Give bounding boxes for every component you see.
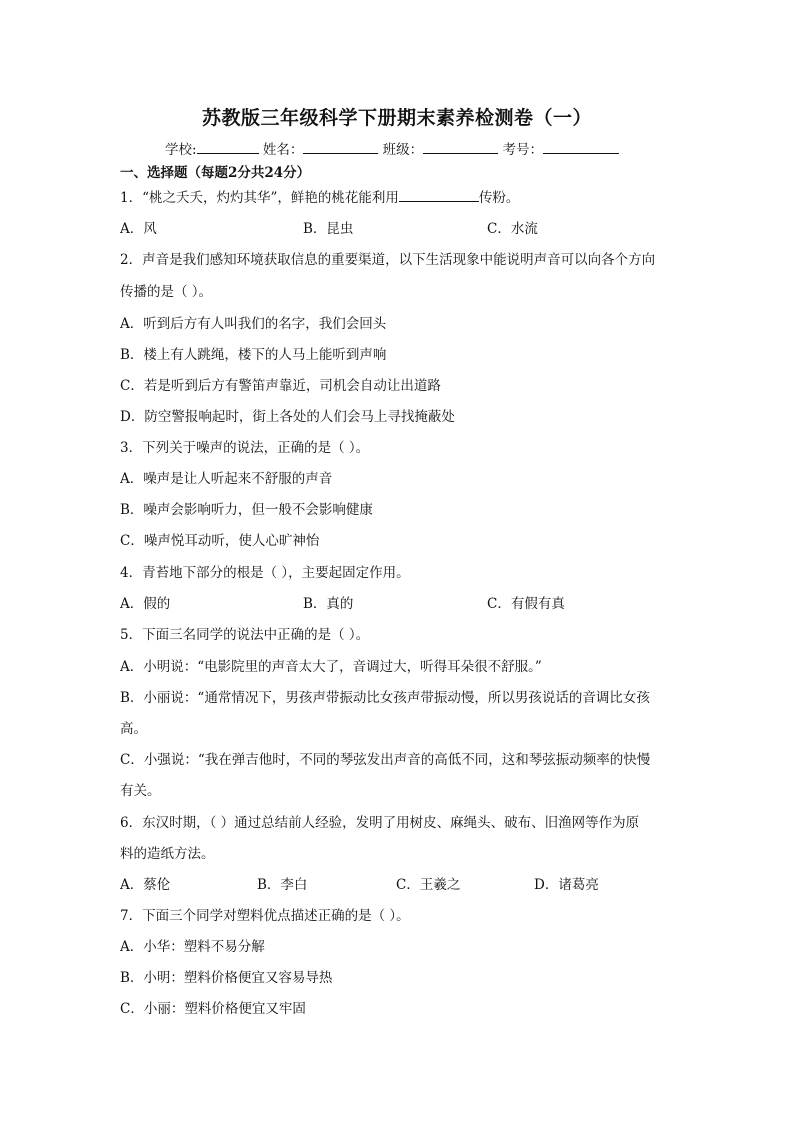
question-3: 3．下列关于噪声的说法，正确的是（ ）。 [120, 440, 370, 456]
q5-option-b-line-1[interactable]: B．小丽说：“通常情况下，男孩声带振动比女孩声带振动慢，所以男孩说话的音调比女孩 [120, 690, 650, 706]
number-blank[interactable] [543, 140, 619, 154]
school-blank[interactable] [197, 140, 259, 154]
page-title: 苏教版三年级科学下册期末素养检测卷（一） [201, 107, 592, 129]
q5-option-c-line-1[interactable]: C．小强说：“我在弹吉他时，不同的琴弦发出声音的高低不同，这和琴弦振动频率的快慢 [120, 752, 651, 768]
question-6-line-1: 6．东汉时期，（ ）通过总结前人经验，发明了用树皮、麻绳头、破布、旧渔网等作为原 [120, 815, 640, 831]
question-2-line-2: 传播的是（ ）。 [120, 284, 213, 300]
q2-option-d[interactable]: D．防空警报响起时，街上各处的人们会马上寻找掩蔽处 [120, 409, 455, 425]
question-1-text: 1．“桃之夭夭，灼灼其华”，鲜艳的桃花能利用 [120, 190, 399, 206]
question-5: 5．下面三名同学的说法中正确的是（ ）。 [120, 627, 370, 643]
name-blank[interactable] [303, 140, 378, 154]
class-label: 班级： [382, 142, 424, 158]
question-2-line-1: 2．声音是我们感知环境获取信息的重要渠道，以下生活现象中能说明声音可以向各个方向 [120, 252, 656, 268]
q1-option-a[interactable]: A．风 [120, 221, 157, 237]
q4-option-a[interactable]: A．假的 [120, 596, 171, 612]
q1-option-b[interactable]: B．昆虫 [303, 221, 354, 237]
q6-option-b[interactable]: B．李白 [257, 877, 308, 893]
school-label: 学校: [165, 142, 197, 158]
number-label: 考号： [502, 142, 543, 158]
q7-option-c[interactable]: C．小丽：塑料价格便宜又牢固 [120, 1001, 306, 1017]
question-1-blank[interactable] [399, 189, 479, 202]
name-label: 姓名： [262, 142, 304, 158]
q4-option-b[interactable]: B．真的 [303, 596, 354, 612]
q1-option-c[interactable]: C．水流 [487, 221, 538, 237]
q6-option-c[interactable]: C．王羲之 [396, 877, 461, 893]
q5-option-c-line-2[interactable]: 有关。 [120, 783, 161, 799]
class-blank[interactable] [423, 140, 498, 154]
q3-option-c[interactable]: C．噪声悦耳动听，使人心旷神怡 [120, 533, 320, 549]
student-info-row [165, 138, 619, 158]
q6-option-a[interactable]: A．蔡伦 [120, 877, 171, 893]
q7-option-a[interactable]: A．小华：塑料不易分解 [120, 939, 265, 955]
question-4: 4．青苔地下部分的根是（ ），主要起固定作用。 [120, 565, 410, 581]
q7-option-b[interactable]: B．小明：塑料价格便宜又容易导热 [120, 970, 333, 986]
q4-option-c[interactable]: C．有假有真 [487, 596, 565, 612]
question-6-line-2: 料的造纸方法。 [120, 846, 215, 862]
q2-option-c[interactable]: C．若是听到后方有警笛声靠近，司机会自动让出道路 [120, 378, 441, 394]
question-1 [120, 186, 519, 206]
section-heading: 一、选择题（每题2分共24分） [120, 165, 311, 181]
q3-option-a[interactable]: A．噪声是让人听起来不舒服的声音 [120, 471, 333, 487]
q2-option-b[interactable]: B．楼上有人跳绳，楼下的人马上能听到声响 [120, 347, 387, 363]
question-7: 7．下面三个同学对塑料优点描述正确的是（ ）。 [120, 908, 410, 924]
q5-option-b-line-2[interactable]: 高。 [120, 721, 147, 737]
q2-option-a[interactable]: A．听到后方有人叫我们的名字，我们会回头 [120, 316, 387, 332]
q5-option-a[interactable]: A．小明说：“电影院里的声音太大了，音调过大，听得耳朵很不舒服。” [120, 659, 542, 675]
question-1-text-end: 传粉。 [478, 190, 520, 206]
q3-option-b[interactable]: B．噪声会影响听力，但一般不会影响健康 [120, 502, 373, 518]
q6-option-d[interactable]: D．诸葛亮 [534, 877, 599, 893]
